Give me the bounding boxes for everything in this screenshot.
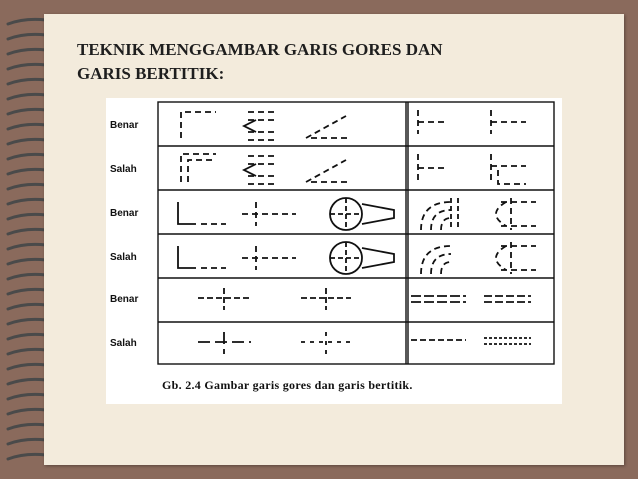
row-label-5: Benar xyxy=(110,294,139,305)
title-line-1: TEKNIK MENGGAMBAR GARIS GORES DAN xyxy=(77,40,443,59)
figure-gb-2-4 xyxy=(106,98,562,404)
row-label-1: Benar xyxy=(110,120,139,131)
row-3-sketches xyxy=(178,198,536,230)
row-6-sketches xyxy=(198,332,531,354)
row-label-4: Salah xyxy=(110,252,137,263)
row-label-6: Salah xyxy=(110,338,137,349)
figure-drawing xyxy=(106,98,562,404)
row-label-3: Benar xyxy=(110,208,139,219)
title-line-2: GARIS BERTITIK: xyxy=(77,64,225,83)
row-5-sketches xyxy=(198,288,531,310)
grid-frame xyxy=(158,102,554,364)
row-2-sketches xyxy=(181,154,526,184)
figure-caption: Gb. 2.4 Gambar garis gores dan garis bertitik. xyxy=(162,378,413,392)
row-1-sketches xyxy=(181,110,526,140)
row-4-sketches xyxy=(178,242,536,274)
row-label-2: Salah xyxy=(110,164,137,175)
slide-title xyxy=(77,38,597,86)
